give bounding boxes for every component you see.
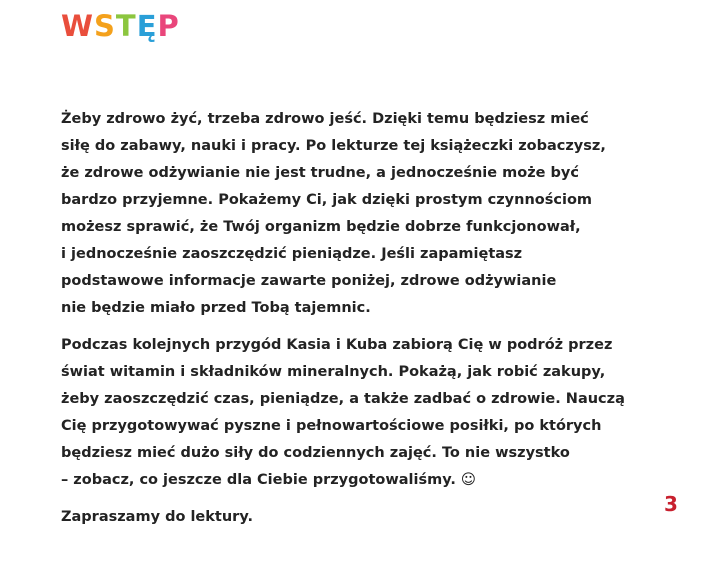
page-title: [61, 9, 180, 43]
text-line: że zdrowe odżywianie nie jest trudne, a jednocześnie może być: [61, 165, 579, 181]
text-line: Podczas kolejnych przygód Kasia i Kuba zabiorą Cię w podróż przez: [61, 337, 613, 353]
paragraph-intro: [61, 106, 621, 322]
text-line: bardzo przyjemne. Pokażemy Ci, jak dzięki prostym czynnościom: [61, 192, 593, 208]
text-line: i jednocześnie zaoszczędzić pieniądze. Jeśli zapamiętasz: [61, 246, 523, 262]
text-line: siłę do zabawy, nauki i pracy. Po lekturze tej książeczki zobaczysz,: [61, 138, 606, 154]
title-letter: P: [157, 9, 180, 43]
page-number: 3: [664, 492, 678, 516]
text-line: Zapraszamy do lektury.: [61, 509, 253, 525]
text-line: nie będzie miało przed Tobą tajemnic.: [61, 300, 371, 316]
text-line: świat witamin i składników mineralnych. Pokażą, jak robić zakupy,: [61, 364, 606, 380]
text-line: będziesz mieć dużo siły do codziennych zajęć. To nie wszystko: [61, 445, 570, 461]
text-line: żeby zaoszczędzić czas, pieniądze, a także zadbać o zdrowie. Nauczą: [61, 391, 625, 407]
text-line: Cię przygotowywać pyszne i pełnowartościowe posiłki, po których: [61, 418, 602, 434]
title-letter: W: [61, 9, 94, 43]
title-letter: S: [94, 9, 116, 43]
body-text: [61, 106, 625, 541]
text-line: możesz sprawić, że Twój organizm będzie dobrze funkcjonował,: [61, 219, 581, 235]
paragraph-invitation: [61, 504, 621, 531]
paragraph-adventures: [61, 332, 625, 494]
text-line: Żeby zdrowo żyć, trzeba zdrowo jeść. Dzięki temu będziesz mieć: [61, 111, 589, 127]
title-letter: Ę: [136, 9, 158, 43]
title-letter: T: [115, 9, 137, 43]
text-line: podstawowe informacje zawarte poniżej, zdrowe odżywianie: [61, 273, 557, 289]
text-line: – zobacz, co jeszcze dla Ciebie przygotowaliśmy. ☺: [61, 472, 477, 488]
